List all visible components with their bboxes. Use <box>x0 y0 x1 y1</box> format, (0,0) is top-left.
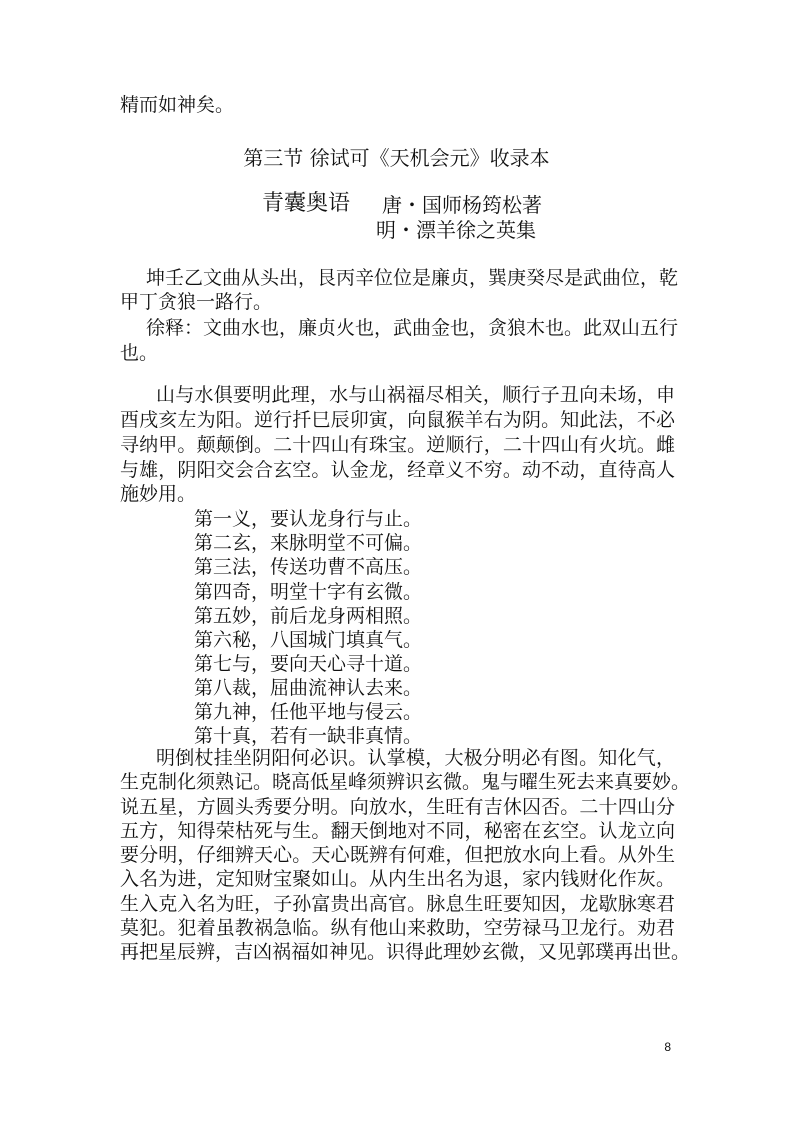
paragraph-3-line: 说五星，方圆头秀要分明。向放水，生旺有吉休囚否。二十四山分 <box>120 796 675 818</box>
paragraph-2-line: 酉戌亥左为阳。逆行扦巳辰卯寅，向鼠猴羊右为阴。知此法，不必 <box>120 409 675 431</box>
paragraph-1-line: 甲丁贪狼一路行。 <box>120 291 273 313</box>
opening-line: 精而如神矣。 <box>120 94 235 116</box>
verse-line: 第一义，要认龙身行与止。 <box>194 508 423 530</box>
verse-line: 第十真，若有一缺非真情。 <box>194 725 423 747</box>
verse-line: 第九神，任他平地与侵云。 <box>194 701 423 723</box>
paragraph-3-line: 五方，知得荣枯死与生。翻天倒地对不同，秘密在玄空。认龙立向 <box>120 820 675 842</box>
verse-line: 第四奇，明堂十字有玄微。 <box>194 581 423 603</box>
paragraph-2-line: 山与水俱要明此理，水与山祸福尽相关，顺行子丑向未场，申 <box>156 384 675 406</box>
paragraph-3-line: 入名为进，定知财宝聚如山。从内生出名为退，家内钱财化作灰。 <box>120 868 675 890</box>
verse-line: 第八裁，屈曲流神认去来。 <box>194 677 423 699</box>
verse-line: 第七与，要向天心寻十道。 <box>194 653 423 675</box>
verse-line: 第六秘，八国城门填真气。 <box>194 629 423 651</box>
commentary-line: 也。 <box>120 342 159 364</box>
editor-line: 明・漂羊徐之英集 <box>376 218 536 242</box>
paragraph-2-line: 与雄，阴阳交会合玄空。认金龙，经章义不穷。动不动，直待高人 <box>120 459 675 481</box>
paragraph-3-line: 再把星辰辨，吉凶祸福如神见。识得此理妙玄微，又见郭璞再出世。 <box>120 941 691 963</box>
commentary-line: 徐释：文曲水也，廉贞火也，武曲金也，贪狼木也。此双山五行 <box>146 317 679 339</box>
paragraph-3-line: 生入克入名为旺，子孙富贵出高官。脉息生旺要知因，龙歇脉寒君 <box>120 893 675 915</box>
paragraph-3-line: 明倒杖挂坐阴阳何必识。认掌模，大极分明必有图。知化气， <box>156 747 675 769</box>
paragraph-3-line: 生克制化须熟记。晓高低星峰须辨识玄微。鬼与曜生死去来真要妙。 <box>120 771 691 793</box>
verse-line: 第三法，传送功曹不高压。 <box>194 556 423 578</box>
paragraph-2-line: 寻纳甲。颠颠倒。二十四山有珠宝。逆顺行，二十四山有火坑。雌 <box>120 434 675 456</box>
verse-line: 第五妙，前后龙身两相照。 <box>194 605 423 627</box>
paragraph-1-line: 坤壬乙文曲从头出，艮丙辛位位是廉贞，巽庚癸尽是武曲位，乾 <box>146 267 679 289</box>
page-number: 8 <box>664 1040 671 1054</box>
verse-line: 第二玄，来脉明堂不可偏。 <box>194 532 423 554</box>
paragraph-2-line: 施妙用。 <box>120 483 197 505</box>
work-title: 青囊奥语 <box>262 191 351 216</box>
author-line: 唐・国师杨筠松著 <box>382 193 542 217</box>
section-title: 第三节 徐试可《天机会元》收录本 <box>243 146 550 170</box>
paragraph-3-line: 莫犯。犯着虽教祸急临。纵有他山来救助，空劳禄马卫龙行。劝君 <box>120 917 675 939</box>
paragraph-3-line: 要分明，仔细辨天心。天心既辨有何难，但把放水向上看。从外生 <box>120 844 675 866</box>
